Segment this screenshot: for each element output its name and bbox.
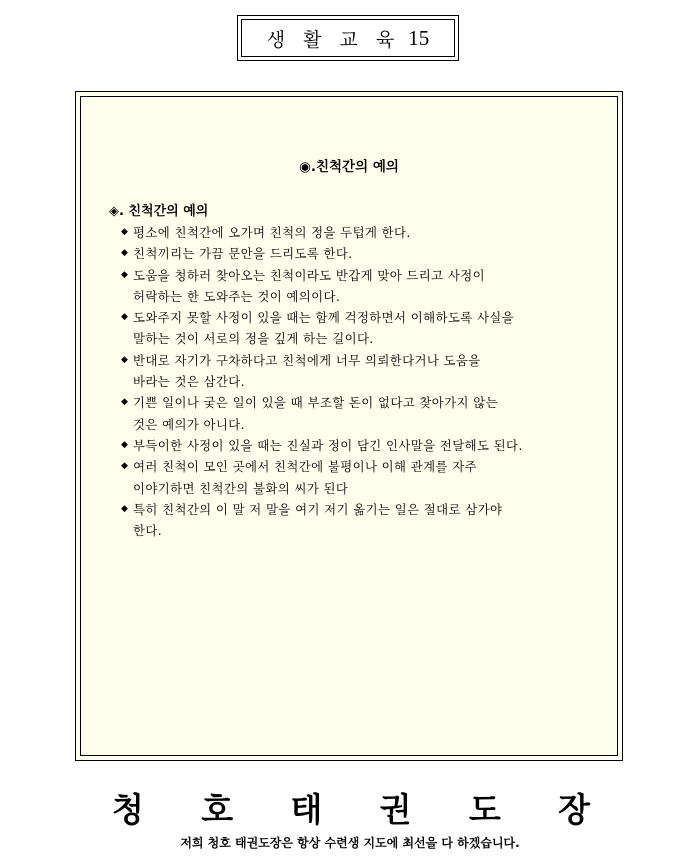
list-item-line: 도움을 청하러 찾아오는 친척이라도 반갑게 맞아 드리고 사정이 — [133, 267, 485, 283]
list-item-line: 이야기하면 친척간의 불화의 씨가 된다 — [133, 480, 349, 496]
title-inner — [241, 19, 455, 57]
title-text: 생 활 교 육 — [266, 28, 401, 51]
list-item — [121, 243, 581, 264]
list-item — [121, 435, 581, 456]
diamond-bullet-icon: ◆ — [121, 397, 129, 408]
content-heading: ◉.친척간의 예의 — [299, 159, 399, 175]
footer-title — [112, 792, 590, 828]
footer-title-char: 권 — [379, 790, 412, 829]
list-item — [121, 265, 581, 308]
footer-title-char: 장 — [558, 790, 590, 829]
diamond-bullet-icon: ◆ — [121, 227, 129, 237]
list-item-line: 한다. — [133, 523, 163, 539]
title-box — [237, 15, 459, 61]
content-panel — [75, 91, 623, 761]
list-item — [121, 222, 581, 243]
list-item-line: 부득이한 사정이 있을 때는 진실과 정이 담긴 인사말을 전달해도 된다. — [133, 437, 523, 453]
list-item-line: 친척끼리는 가끔 문안을 드리도록 한다. — [133, 246, 353, 262]
footer-title-char: 호 — [201, 790, 234, 829]
section-title: ◈. 친척간의 예의 — [109, 204, 209, 219]
list-item-line: 여러 친척이 모인 곳에서 친척간에 불평이나 이해 관계를 자주 — [133, 459, 477, 475]
list-item-line: 허락하는 한 도와주는 것이 예의이다. — [133, 288, 341, 304]
list-item-line: 반대로 자기가 구차하다고 친척에게 너무 의뢰한다거나 도움을 — [133, 352, 481, 368]
title-number: 15 — [408, 25, 430, 50]
diamond-bullet-icon: ◆ — [121, 312, 129, 323]
diamond-bullet-icon: ◆ — [121, 269, 129, 280]
list-item-line: 평소에 친척간에 오가며 친척의 정을 두텁게 한다. — [133, 225, 411, 240]
diamond-bullet-icon: ◆ — [121, 439, 129, 450]
list-item — [121, 456, 581, 499]
item-list — [121, 222, 581, 541]
list-item — [121, 350, 581, 393]
footer-title-char: 도 — [468, 790, 501, 829]
list-item-line: 말하는 것이 서로의 정을 깊게 하는 길이다. — [133, 331, 374, 347]
footer-title-char: 청 — [112, 790, 144, 829]
diamond-bullet-icon: ◆ — [121, 461, 129, 472]
diamond-bullet-icon: ◆ — [121, 354, 129, 365]
list-item-line: 기쁜 일이나 궂은 일이 있을 때 부조할 돈이 없다고 찾아가지 않는 — [133, 395, 498, 411]
footer-subtitle: 저희 청호 태권도장은 항상 수련생 지도에 최선을 다 하겠습니다. — [180, 836, 520, 850]
footer-title-char: 태 — [290, 790, 323, 829]
list-item — [121, 392, 581, 435]
diamond-bullet-icon: ◆ — [121, 248, 129, 259]
list-item — [121, 307, 581, 350]
list-item-line: 것은 예의가 아니다. — [133, 416, 245, 432]
list-item-line: 바라는 것은 삼간다. — [133, 374, 245, 390]
list-item-line: 도와주지 못할 사정이 있을 때는 함께 걱정하면서 이해하도록 사실을 — [133, 310, 515, 326]
list-item — [121, 499, 581, 542]
diamond-bullet-icon: ◆ — [121, 503, 129, 514]
list-item-line: 특히 친척간의 이 말 저 말을 여기 저기 옮기는 일은 절대로 삼가야 — [133, 501, 503, 517]
